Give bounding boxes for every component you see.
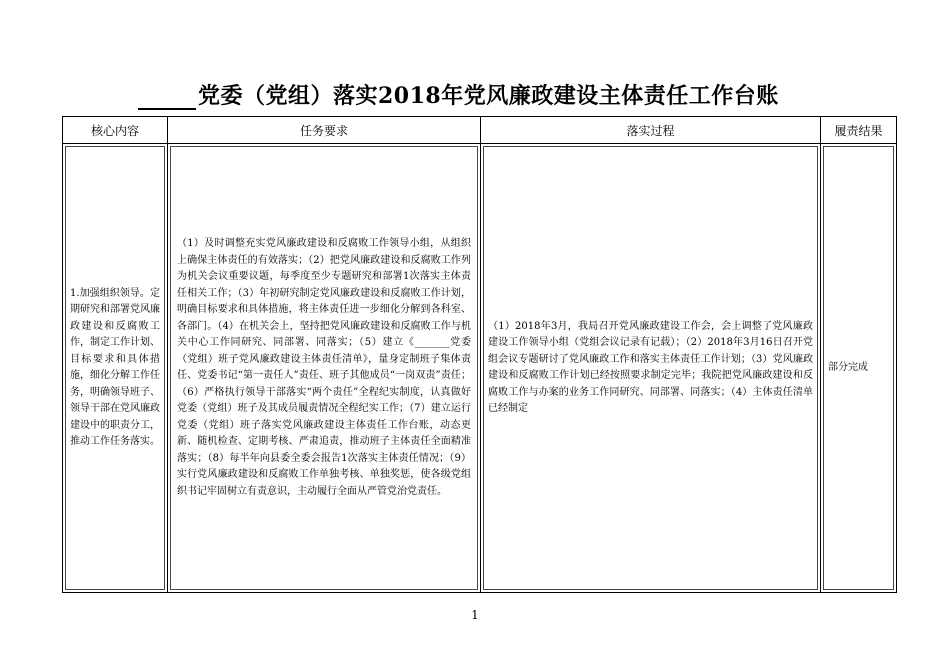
implementation-process-cell	[481, 144, 821, 593]
result-cell	[821, 144, 897, 593]
document-title	[138, 80, 858, 110]
document-title-text: 党委（党组）落实2018年党风廉政建设主体责任工作台账	[198, 83, 779, 109]
core-content-text: 1.加强组织领导。定期研究和部署党风廉政建设和反腐败工作，制定工作计划、目标要求和具体措施，细化分解工作任务，明确领导班子、领导干部在党风廉政建设中的职责分工，推动工作任务落实。	[70, 287, 160, 447]
core-content-cell	[63, 144, 168, 593]
responsibility-ledger-table	[62, 116, 897, 593]
title-blank-line	[138, 86, 196, 110]
header-core-content: 核心内容	[63, 117, 168, 144]
table-row	[63, 144, 897, 593]
header-implementation-process: 落实过程	[481, 117, 821, 144]
task-requirements-text: （1）及时调整充实党风廉政建设和反腐败工作领导小组，从组织上确保主体责任的有效落实；（2）把党风廉政建设和反腐败工作列为机关会议重要议题，每季度至少专题研究和部署1次落实主体责任相关工作；（3）年初研究制定党风廉政建设和反腐败工作计划，明确目标要求和具体措施，将主体责任进一步细化分解到各科室、各部门。（4）在机关会上，坚持把党风廉政建设和反腐败工作与机关中心工作同研究、同部署、同落实；（5）建立《_______党委（党组）班子党风廉政建设主体责任清单》，量身定制班子集体责任、党委书记“第一责任人”责任、班子其他成员“一岗双责”责任；（6）严格执行领导干部落实“两个责任”全程纪实制度，认真做好党委（党组）班子及其成员履责情况全程纪实工作；（7）建立运行党委（党组）班子落实党风廉政建设主体责任工作台账，动态更新、随机检查、定期考核、严肃追责，推动班子主体责任全面精准落实；（8）每半年向县委全委会报告1次落实主体责任情况；（9）实行党风廉政建设和反腐败工作单独考核、单独奖惩，使各级党组织书记牢固树立有责意识，主动履行全面从严管党治党责任。	[177, 238, 471, 497]
header-result: 履责结果	[821, 117, 897, 144]
task-requirements-cell	[168, 144, 481, 593]
page-number: 1	[471, 608, 479, 622]
table-header-row	[63, 117, 897, 144]
result-text: 部分完成	[828, 361, 868, 373]
header-task-requirements: 任务要求	[168, 117, 481, 144]
implementation-process-text: （1）2018年3月，我局召开党风廉政建设工作会，会上调整了党风廉政建设工作领导小组（党组会议记录有记载）；（2）2018年3月16日召开党组会议专题研讨了党风廉政工作和落实主体责任工作计划；（3）党风廉政建设和反腐败工作计划已经按照要求制定完毕；我院把党风廉政建设和反腐败工作与办案的业务工作同研究、同部署、同落实；（4）主体责任清单已经制定	[488, 320, 813, 414]
